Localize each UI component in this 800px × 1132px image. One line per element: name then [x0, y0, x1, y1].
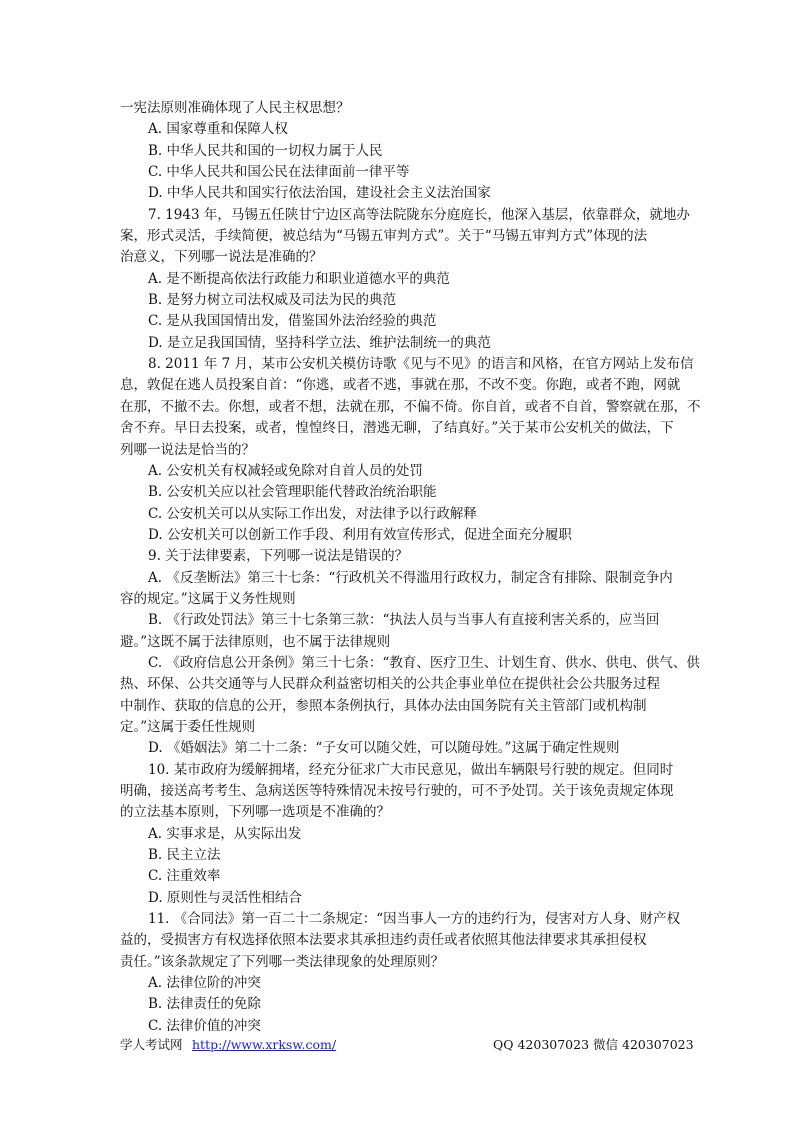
text-line: B. 《行政处罚法》第三十七条第三款：“执法人员与当事人有直接利害关系的，应当回: [148, 612, 660, 629]
text-line: 在那，不撤不去。你想，或者不想，法就在那，不偏不倚。你自首，或者不自首，警察就在那，不: [120, 398, 701, 415]
text-line: 一宪法原则准确体现了人民主权思想？: [120, 100, 350, 116]
document-body: [120, 98, 701, 1037]
text-line: 8. 2011 年 7 月，某市公安机关模仿诗歌《见与不见》的语言和风格，在官方网站上发布信: [148, 356, 694, 373]
text-line: 7. 1943 年，马锡五任陕甘宁边区高等法院陇东分庭庭长，他深入基层，依靠群众，就地办: [148, 206, 690, 223]
text-line: A. 《反垄断法》第三十七条：“行政机关不得滥用行政权力，制定含有排除、限制竞争内: [148, 569, 673, 586]
text-line: 定。”这属于委任性规则: [120, 718, 256, 735]
text-line: 明确，接送高考考生、急病送医等特殊情况未按号行驶的，可不予处罚。关于该免责规定体现: [120, 783, 674, 799]
text-line: 中制作、获取的信息的公开，参照本条例执行，具体办法由国务院有关主管部门或机构制: [120, 697, 647, 714]
text-line: 避。”这既不属于法律原则，也不属于法律规则: [120, 633, 391, 650]
footer-website-link[interactable]: http://www.xrksw.com/: [192, 1037, 337, 1052]
text-line: B. 法律责任的免除: [148, 996, 262, 1013]
text-line: A. 国家尊重和保障人权: [148, 121, 288, 138]
text-line: C. 注重效率: [148, 868, 221, 885]
text-line: 的立法基本原则，下列哪一选项是不准确的？: [120, 804, 390, 821]
text-line: B. 中华人民共和国的一切权力属于人民: [148, 142, 383, 159]
text-line: C. 中华人民共和国公民在法律面前一律平等: [148, 164, 410, 181]
text-line: 9. 关于法律要素，下列哪一说法是错误的？: [148, 548, 409, 565]
text-line: B. 民主立法: [148, 847, 221, 864]
text-line: D. 原则性与灵活性相结合: [148, 889, 302, 906]
text-line: C. 公安机关可以从实际工作出发，对法律予以行政解释: [148, 505, 477, 522]
text-line: 热、环保、公共交通等与人民群众利益密切相关的公共企事业单位在提供社会公共服务过程: [120, 676, 660, 693]
footer-contact-info: QQ 420307023 微信 420307023: [493, 1037, 694, 1052]
text-line: 舍不弃。早日去投案，或者，惶惶终日，潜逃无聊，了结真好。”关于某市公安机关的做法，下: [120, 420, 674, 437]
text-line: A. 法律位阶的冲突: [148, 975, 261, 992]
text-line: A. 是不断提高依法行政能力和职业道德水平的典范: [148, 270, 450, 287]
text-line: A. 公安机关有权减轻或免除对自首人员的处罚: [148, 462, 423, 479]
text-line: 列哪一说法是恰当的？: [120, 441, 255, 458]
text-line: C. 法律价值的冲突: [148, 1017, 261, 1034]
text-line: C. 是从我国国情出发，借鉴国外法治经验的典范: [148, 313, 437, 330]
text-line: B. 是努力树立司法权威及司法为民的典范: [148, 292, 397, 309]
text-line: 案，形式灵活，手续简便，被总结为“马锡五审判方式”。关于“马锡五审判方式”体现的法: [120, 228, 648, 245]
text-line: C. 《政府信息公开条例》第三十七条：“教育、医疗卫生、计划生育、供水、供电、供气、供: [148, 654, 700, 671]
text-line: 责任。”该条款规定了下列哪一类法律现象的处理原则？: [120, 953, 445, 970]
text-line: 容的规定。”这属于义务性规则: [120, 590, 296, 607]
text-line: D. 是立足我国国情，坚持科学立法、维护法制统一的典范: [148, 334, 491, 351]
text-line: D. 《婚姻法》第二十二条：“子女可以随父姓，可以随母姓。”这属于确定性规则: [148, 740, 620, 757]
footer-site-name: 学人考试网: [120, 1037, 183, 1052]
text-line: B. 公安机关应以社会管理职能代替政治统治职能: [148, 484, 437, 501]
text-line: A. 实事求是，从实际出发: [148, 825, 302, 842]
text-line: D. 公安机关可以创新工作手段、利用有效宣传形式，促进全面充分履职: [148, 526, 572, 543]
text-line: D. 中华人民共和国实行依法治国，建设社会主义法治国家: [148, 185, 491, 202]
text-line: 10. 某市政府为缓解拥堵，经充分征求广大市民意见，做出车辆限号行驶的规定。但同时: [148, 761, 674, 778]
text-line: 益的，受损害方有权选择依照本法要求其承担违约责任或者依照其他法律要求其承担侵权: [120, 932, 647, 949]
text-line: 治意义，下列哪一说法是准确的？: [120, 249, 323, 266]
text-line: 息，敦促在逃人员投案自首：“你逃，或者不逃，事就在那，不改不变。你跑，或者不跑，网就: [120, 377, 681, 394]
text-line: 11. 《合同法》第一百二十二条规定：“因当事人一方的违约行为，侵害对方人身、财产权: [148, 911, 681, 928]
